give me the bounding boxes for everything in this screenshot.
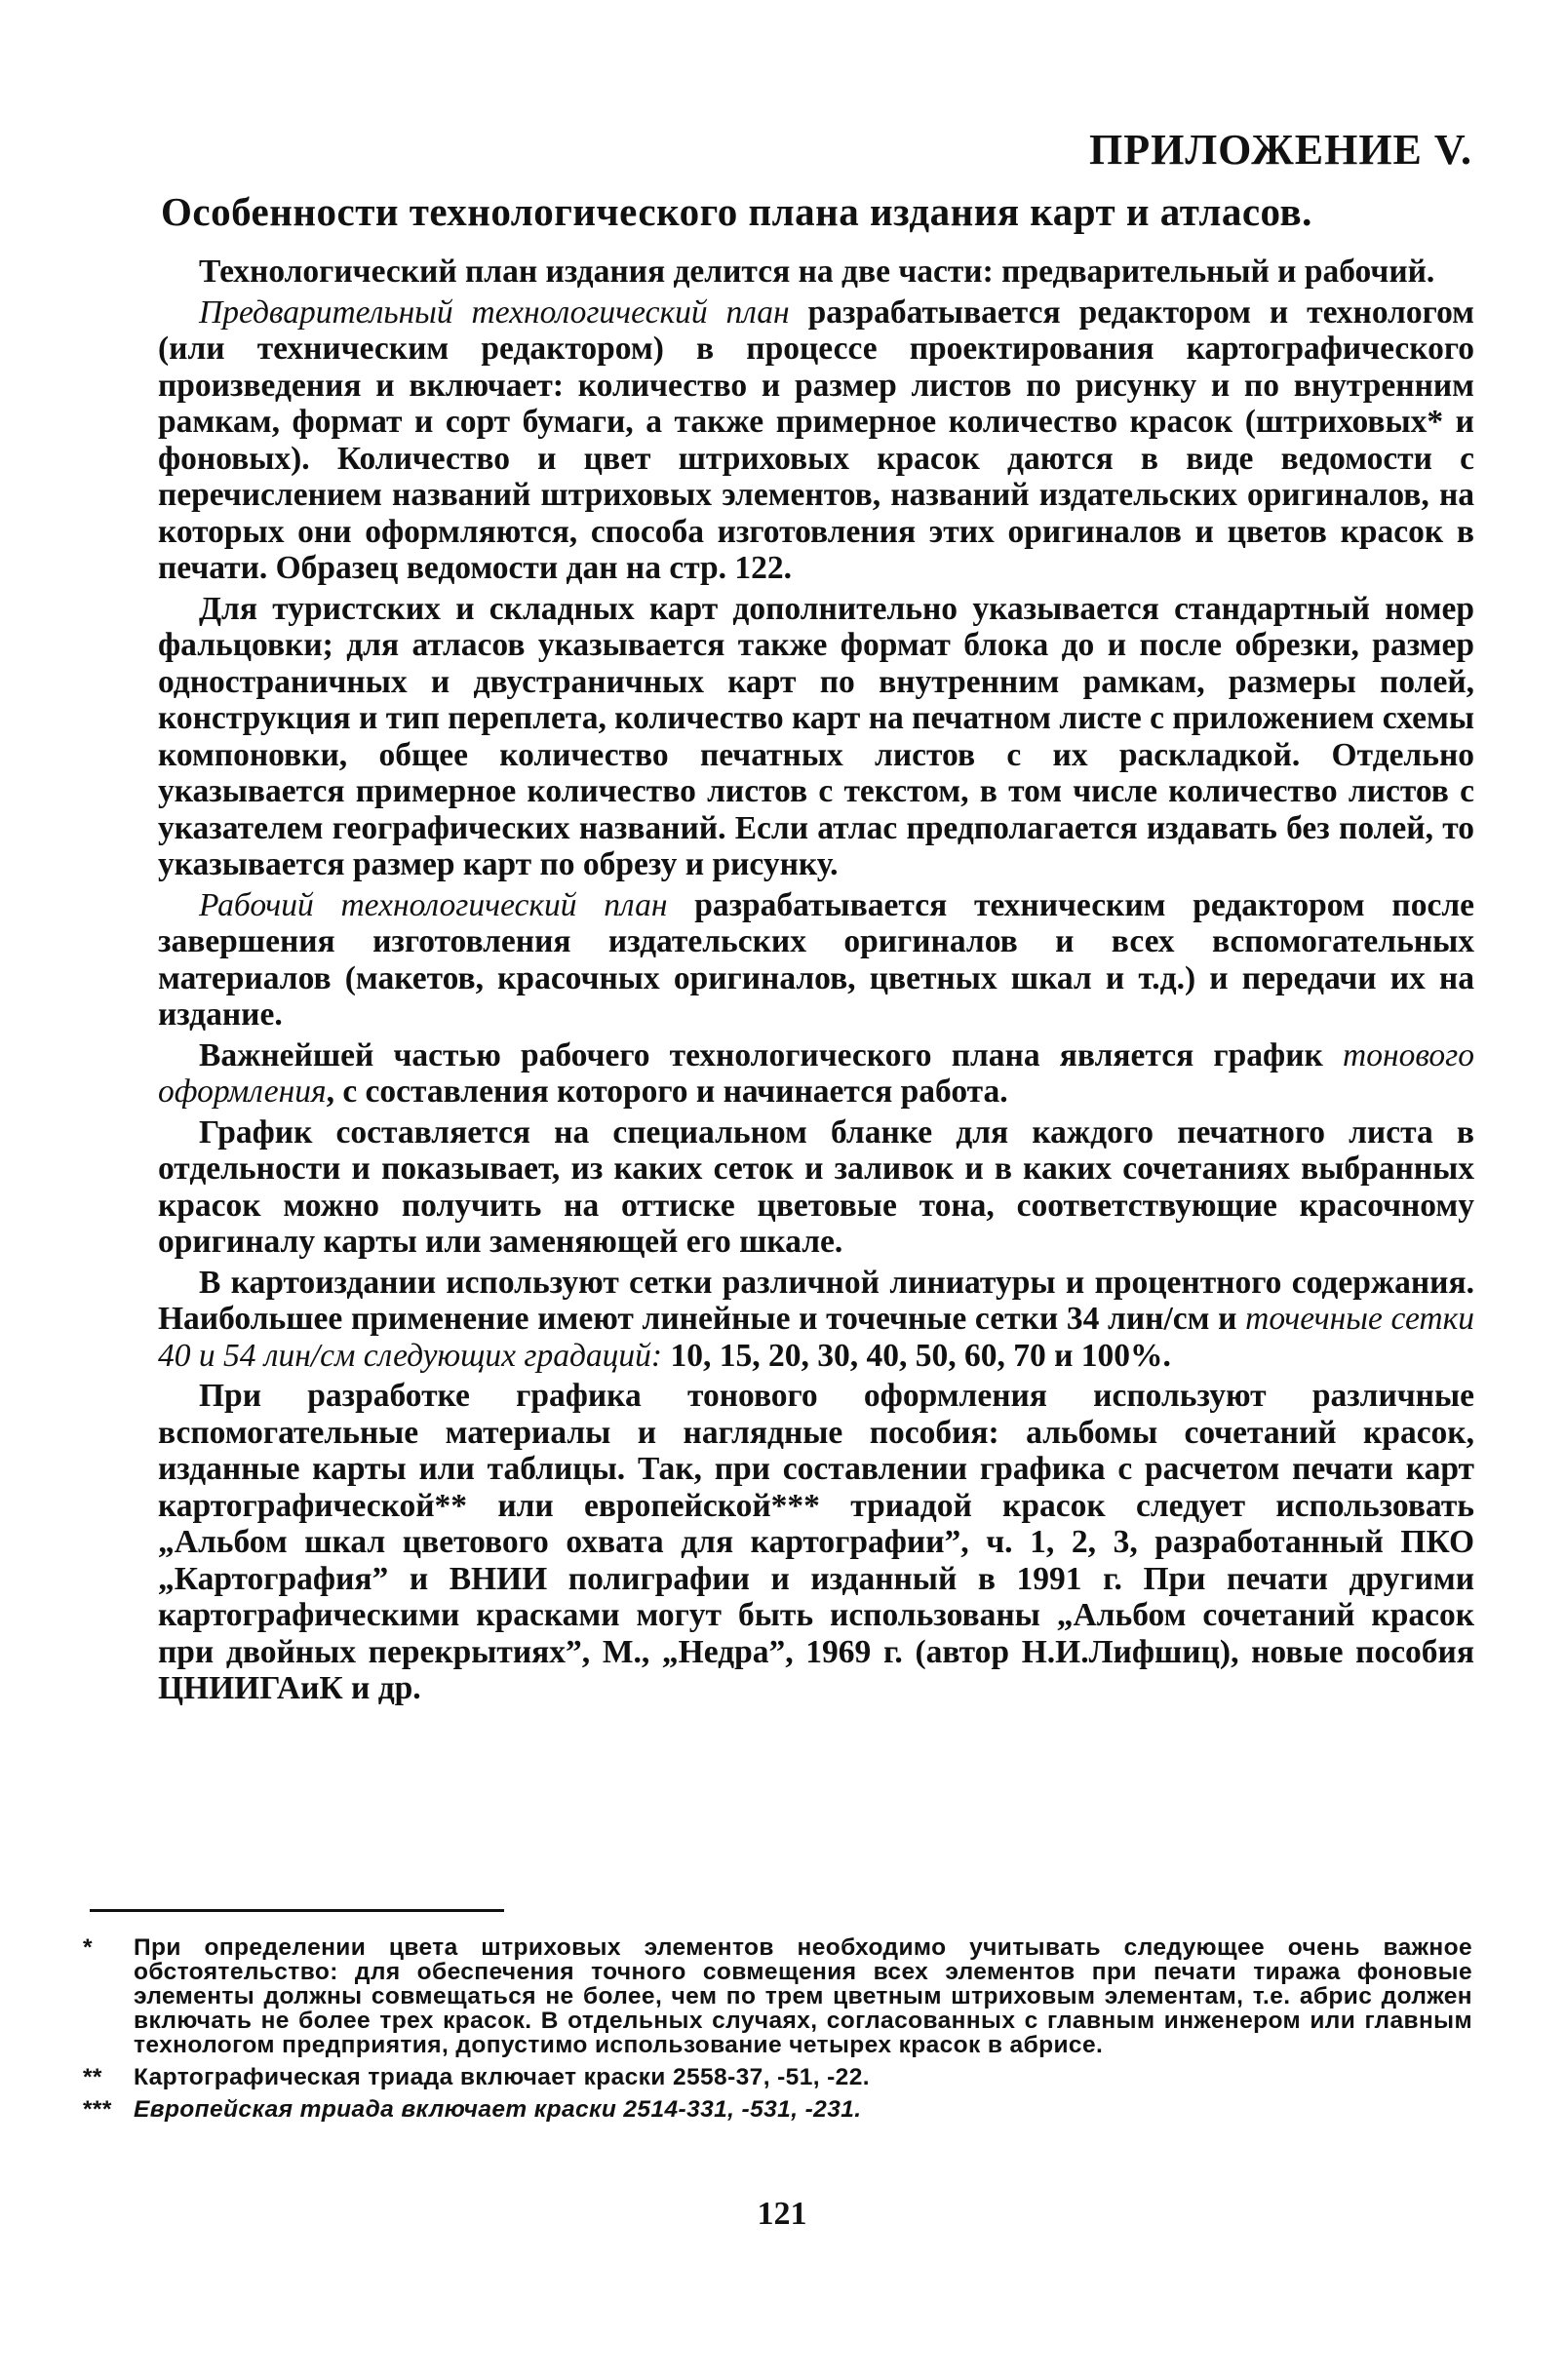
paragraph-5-a: Важнейшей частью рабочего технологического плана является график: [199, 1036, 1344, 1073]
paragraph-2: [158, 294, 1474, 587]
section-title: Особенности технологического плана издания карт и атласов.: [161, 189, 1312, 234]
paragraph-3: Для туристских и складных карт дополнительно указывается стандартный номер фальцовки; для атласов указывается также формат блока до и после обрезки, размер одностраничных и двустраничных карт по внутренним рамкам, размеры полей, конструкция и тип переплета, количество карт на печатном листе с приложением схемы компоновки, общее количество печатных листов с их раскладкой. Отдельно указывается примерное количество листов с текстом, в том числе количество листов с указателем географических названий. Если атлас предполагается издавать без полей, то указывается размер карт по обрезу и рисунку.: [158, 590, 1474, 882]
footnote-2-text: Картографическая триада включает краски 2558-37, -51, -22.: [134, 2064, 870, 2090]
paragraph-2-text: разрабатывается редактором и технологом (или техническим редактором) в процессе проектирования картографического произведения и включает: количество и размер листов по рисунку и по внутренним рамкам, формат и сорт бумаги, а также примерное количество красок (штриховых* и фоновых). Количество и цвет штриховых красок даются в виде ведомости с перечислением названий штриховых элементов, названий издательских оригиналов, на которых они оформляются, способа изготовления этих оригиналов и цветов красок в печати. Образец ведомости дан на стр. 122.: [158, 293, 1474, 586]
footnote-2-mark: **: [83, 2064, 102, 2090]
paragraph-7-b: точечные сетки 40 и 54 лин/см следующих градаций:: [158, 1301, 1474, 1374]
paragraph-5-c: , с составления которого и начинается работа.: [326, 1073, 1008, 1110]
paragraph-2-lead: Предварительный технологический план: [199, 293, 790, 331]
footnote-1: [83, 1935, 1472, 2057]
paragraph-5: [158, 1037, 1474, 1111]
footnote-3: [83, 2097, 1472, 2122]
paragraph-8: При разработке графика тонового оформления используют различные вспомогательные материалы и наглядные пособия: альбомы сочетаний красок, изданные карты или таблицы. Так, при составлении графика с расчетом печати карт картографической** или европейской*** триадой красок следует использовать „Альбом шкал цветового охвата для картографии”, ч. 1, 2, 3, разработанный ПКО „Картография” и ВНИИ полиграфии и изданный в 1991 г. При печати другими картографическими красками могут быть использованы „Альбом сочетаний красок при двойных перекрытиях”, М., „Недра”, 1969 г. (автор Н.И.Лифшиц), новые пособия ЦНИИГАиК и др.: [158, 1378, 1474, 1706]
paragraph-4-lead: Рабочий технологический план: [199, 886, 668, 923]
paragraph-7-a: В картоиздании используют сетки различной линиатуры и процентного содержания. Наибольшее применение имеют линейные и точечные сетки 34 лин/см и: [158, 1264, 1474, 1337]
paragraph-1: Технологический план издания делится на две части: предварительный и рабочий.: [199, 254, 1435, 290]
footnote-1-mark: *: [83, 1934, 93, 1961]
footnotes: [83, 1935, 1472, 2129]
footnote-3-text: Европейская триада включает краски 2514-331, -531, -231.: [134, 2096, 862, 2123]
page-number: 121: [757, 2196, 807, 2232]
paragraph-7: [158, 1265, 1474, 1375]
appendix-heading: ПРИЛОЖЕНИЕ V.: [1089, 126, 1472, 174]
paragraph-4: [158, 887, 1474, 1034]
footnote-3-mark: ***: [83, 2096, 112, 2123]
footnote-1-text: При определении цвета штриховых элементов необходимо учитывать следующее очень важное обстоятельство: для обеспечения точного совмещения всех элементов при печати тиража фоновые элементы должны совмещаться не более, чем по трем цветным штриховым элементам, т.е. абрис должен включать не более трех красок. В отдельных случаях, согласованных с главным инженером или главным технологом предприятия, допустимо использование четырех красок в абрисе.: [134, 1934, 1472, 2058]
footnote-divider: [90, 1909, 504, 1912]
paragraph-5-b: тонового оформления: [158, 1036, 1474, 1110]
paragraph-6: График составляется на специальном бланке для каждого печатного листа в отдельности и показывает, из каких сеток и заливок и в каких сочетаниях выбранных красок можно получить на оттиске цветовые тона, соответствующие красочному оригиналу карты или заменяющей его шкале.: [158, 1113, 1474, 1260]
paragraph-4-text: разрабатывается техническим редактором после завершения изготовления издательских оригиналов и всех вспомогательных материалов (макетов, красочных оригиналов, цветных шкал и т.д.) и передачи их на издание.: [158, 886, 1474, 1033]
footnote-2: [83, 2065, 1472, 2089]
paragraph-7-c: 10, 15, 20, 30, 40, 50, 60, 70 и 100%.: [662, 1337, 1171, 1374]
body-text: [158, 254, 1474, 1711]
